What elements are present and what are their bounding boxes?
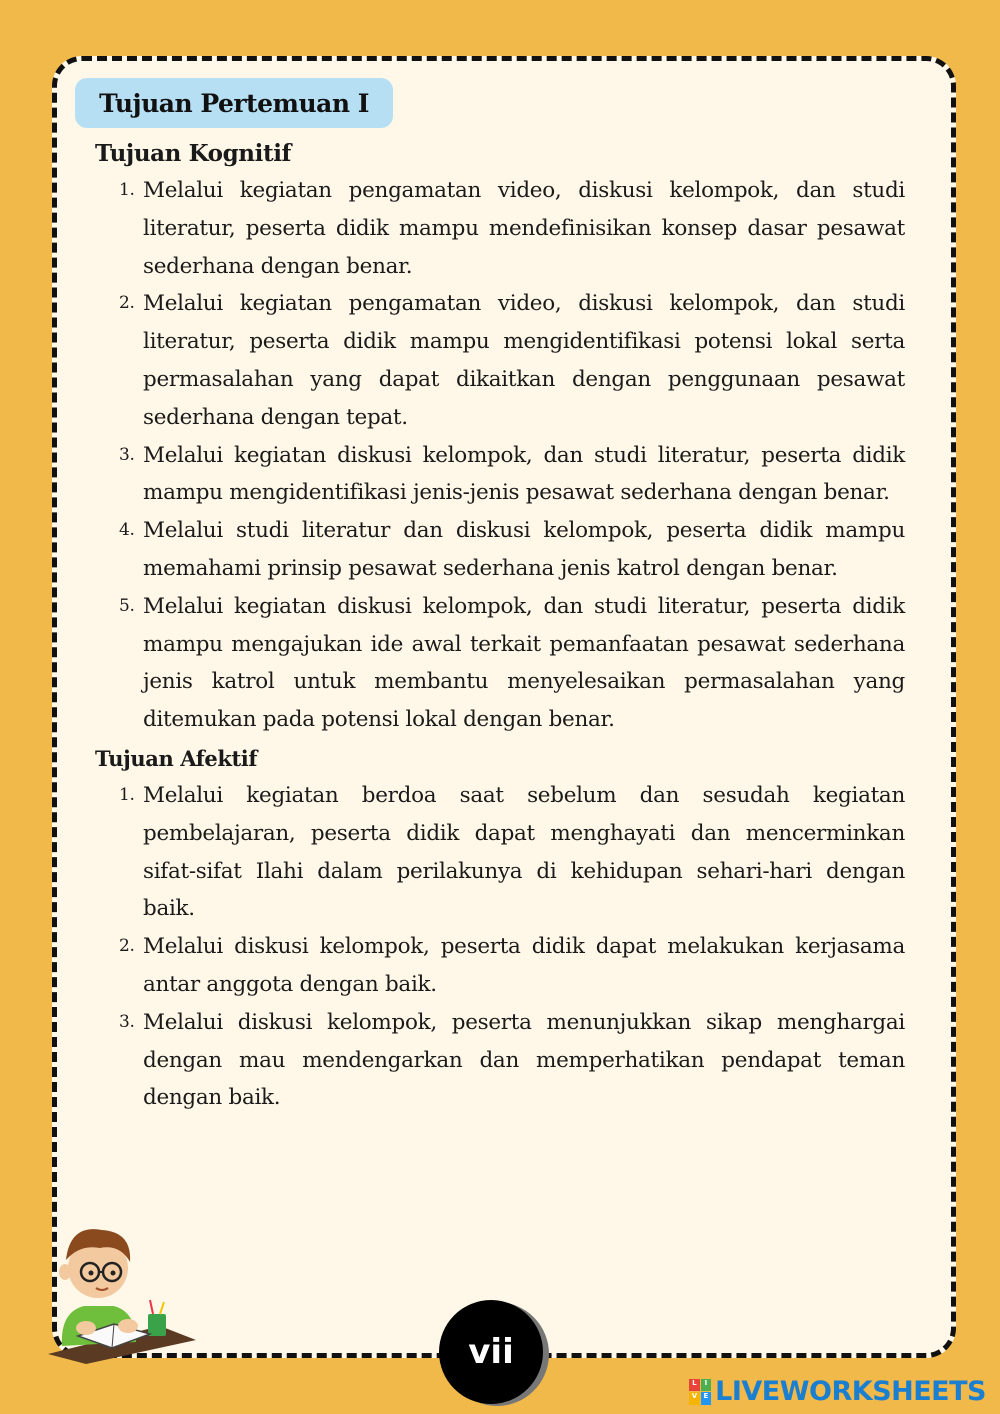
list-item: 4. Melalui studi literatur dan diskusi kelompok, peserta didik mampu memahami prinsip pesawat sederhana jenis katrol dengan benar.: [119, 518, 905, 581]
list-item: 5. Melalui kegiatan diskusi kelompok, dan studi literatur, peserta didik mampu mengajukan ide awal terkait pemanfaatan pesawat sederhana jenis katrol untuk membantu menyelesaikan permasalahan yang ditemukan pada potensi lokal dengan benar.: [119, 593, 905, 733]
afektif-heading: Tujuan Afektif: [95, 745, 258, 771]
list-item: 3. Melalui kegiatan diskusi kelompok, dan studi literatur, peserta didik mampu mengidentifikasi jenis-jenis pesawat sederhana dengan benar.: [119, 442, 905, 506]
brand-name: LIVEWORKSHEETS: [715, 1376, 986, 1407]
list-item: 1. Melalui kegiatan berdoa saat sebelum dan sesudah kegiatan pembelajaran, peserta didik dapat menghayati dan mencerminkan sifat-sifat Ilahi dalam perilakunya di kehidupan sehari-hari dengan baik.: [119, 782, 905, 922]
afektif-list: [95, 777, 905, 1117]
goals-content: [95, 136, 905, 1117]
liveworksheets-logo-icon: L I V E: [689, 1379, 711, 1405]
liveworksheets-brand: [689, 1376, 986, 1407]
list-item: 1. Melalui kegiatan pengamatan video, diskusi kelompok, dan studi literatur, peserta didik mampu mendefinisikan konsep dasar pesawat sederhana dengan benar.: [119, 178, 905, 279]
list-item: 3. Melalui diskusi kelompok, peserta menunjukkan sikap menghargai dengan mau mendengarkan dan memperhatikan pendapat teman dengan baik.: [119, 1009, 905, 1111]
list-item: 2. Melalui kegiatan pengamatan video, diskusi kelompok, dan studi literatur, peserta didik mampu mengidentifikasi potensi lokal serta permasalahan yang dapat dikaitkan dengan penggunaan pesawat sederhana dengan tepat.: [119, 291, 905, 430]
kognitif-heading: Tujuan Kognitif: [95, 140, 292, 167]
list-item: 2. Melalui diskusi kelompok, peserta didik dapat melakukan kerjasama antar anggota dengan baik.: [119, 934, 905, 997]
kognitif-list: [95, 172, 905, 739]
page-number-badge: vii: [439, 1300, 543, 1404]
student-writing-illustration: [40, 1214, 200, 1364]
page-title: Tujuan Pertemuan I: [75, 78, 393, 128]
